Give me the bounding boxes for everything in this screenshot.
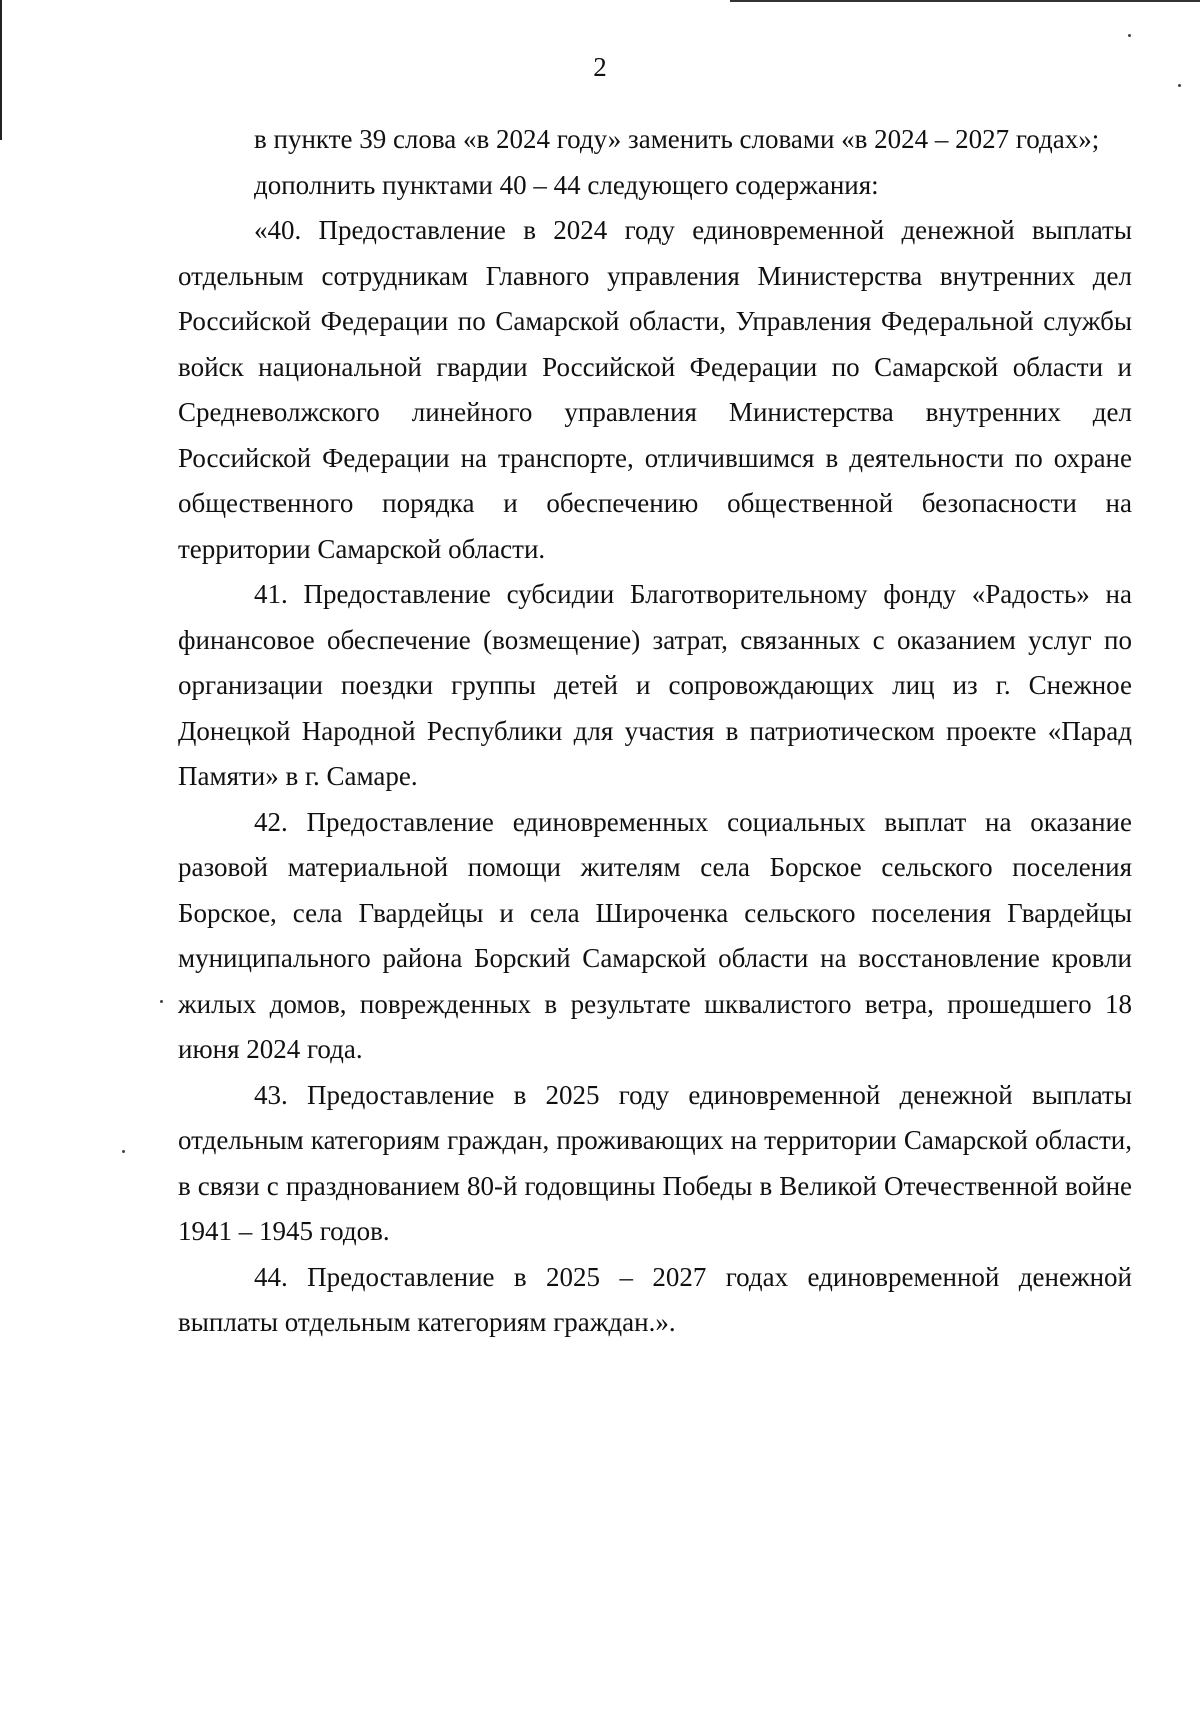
paragraph-amend-item-39: в пункте 39 слова «в 2024 году» заменить словами «в 2024 – 2027 годах»; [254,124,1100,154]
scan-top-edge [730,0,1200,2]
paragraph-item-41: 41. Предоставление субсидии Благотворительному фонду «Радость» на финансовое обеспечение (возмещение) затрат, связанных с оказанием услуг по организации поездки группы детей и сопровождающих лиц из г. Снежное Донецкой Народной Республики для участия в патриотическом проекте «Парад Памяти» в г. Самаре. [178,579,1132,791]
scan-speck [122,1150,125,1153]
scan-speck [160,1000,163,1003]
scan-speck [1128,34,1131,37]
paragraph-item-44: 44. Предоставление в 2025 – 2027 годах единовременной денежной выплаты отдельным категориям граждан.». [178,1261,1132,1337]
paragraph-item-42: 42. Предоставление единовременных социальных выплат на оказание разовой материальной помощи жителям села Борское сельского поселения Борское, села Гвардейцы и села Широченка сельского поселения Гвардейцы муниципального района Борский Самарской области на восстановление кровли жилых домов, поврежденных в результате шквалистого ветра, прошедшего 18 июня 2024 года. [178,806,1132,1064]
paragraph-add-items: дополнить пунктами 40 – 44 следующего содержания: [254,169,879,200]
document-body [178,117,1132,1346]
paragraph-item-43: 43. Предоставление в 2025 году единовременной денежной выплаты отдельным категориям граждан, проживающих на территории Самарской области, в связи с празднованием 80-й годовщины Победы в Великой Отечественной войне 1941 – 1945 годов. [178,1079,1132,1246]
paragraph-item-40: «40. Предоставление в 2024 году единовременной денежной выплаты отдельным сотрудникам Главного управления Министерства внутренних дел Российской Федерации по Самарской области, Управления Федеральной службы войск национальной гвардии Российской Федерации по Самарской области и Средневолжского линейного управления Министерства внутренних дел Российской Федерации на транспорте, отличившимся в деятельности по охране общественного порядка и обеспечению общественной безопасности на территории Самарской области. [178,215,1132,564]
scan-speck [1178,84,1181,87]
page-number: 2 [593,52,607,82]
